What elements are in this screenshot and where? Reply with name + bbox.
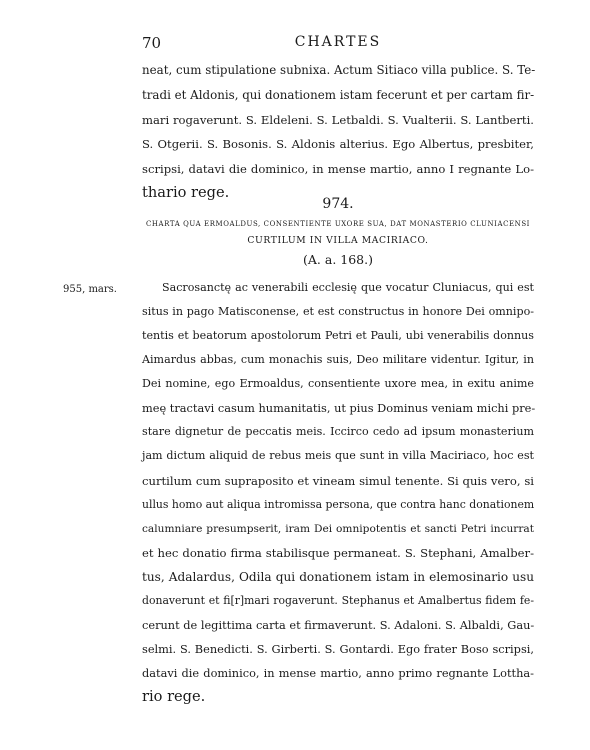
text-line: datavi die dominico, in mense martio, anno primo regnante Lottha- <box>142 666 534 680</box>
running-title: CHARTES <box>294 34 382 50</box>
text-line: mari rogaverunt. S. Eldeleni. S. Letbaldi. S. Vualterii. S. Lantberti. <box>142 113 534 127</box>
text-line: Dei nomine, ego Ermoaldus, consentiente uxore mea, in exitu anime <box>142 377 534 390</box>
charter-caption-line-1: CHARTA QUA ERMOALDUS, CONSENTIENTE UXORE SUA, DAT MONASTERIO CLUNIACENSI <box>145 220 531 228</box>
text-line: stare dignetur de peccatis meis. Iccirco cedo ad ipsum monasterium <box>142 425 534 438</box>
charter-date: (A. a. 168.) <box>303 252 373 267</box>
text-line: neat, cum stipulatione subnixa. Actum Sitiaco villa publice. S. Te- <box>142 63 536 77</box>
margin-date-note: 955, mars. <box>63 284 117 295</box>
text-line: calumniare presumpserit, iram Dei omnipotentis et sancti Petri incurrat <box>142 523 534 535</box>
text-line: Sacrosanctę ac venerabili ecclesię que vocatur Cluniacus, qui est <box>162 281 534 294</box>
text-line: tradi et Aldonis, qui donationem istam fecerunt et per cartam fir- <box>142 88 535 102</box>
text-line: tentis et beatorum apostolorum Petri et Pauli, ubi venerabilis donnus <box>142 329 534 342</box>
text-line: situs in pago Matisconense, et est constructus in honore Dei omnipo- <box>142 305 534 318</box>
text-line: tus, Adalardus, Odila qui donationem istam in elemosinario usu <box>142 570 534 584</box>
text-line: et hec donatio firma stabilisque permaneat. S. Stephani, Amalber- <box>142 546 534 560</box>
text-line: scripsi, datavi die dominico, in mense martio, anno I regnante Lo- <box>142 162 534 176</box>
text-line: rio rege. <box>142 688 206 705</box>
text-line: jam dictum aliquid de rebus meis que sunt in villa Maciriaco, hoc est <box>142 449 534 462</box>
text-line: curtilum cum supraposito et vineam simul tenente. Si quis vero, si <box>142 474 534 488</box>
page-number: 70 <box>142 34 162 52</box>
text-line: S. Otgerii. S. Bosonis. S. Aldonis alterius. Ego Albertus, presbiter, <box>142 137 534 151</box>
text-line: cerunt de legittima carta et firmaverunt. S. Adaloni. S. Albaldi, Gau- <box>142 618 535 632</box>
text-line: meę tractavi casum humanitatis, ut pius Dominus veniam michi pre- <box>142 401 536 415</box>
page-header <box>142 34 534 56</box>
text-line: selmi. S. Benedicti. S. Girberti. S. Gontardi. Ego frater Boso scripsi, <box>142 642 534 656</box>
charter-caption-line-2: CURTILUM IN VILLA MACIRIACO. <box>247 235 429 246</box>
text-line: ullus homo aut aliqua intromissa persona, que contra hanc donationem <box>142 498 535 511</box>
text-line: donaverunt et fi[r]mari rogaverunt. Stephanus et Amalbertus fidem fe- <box>142 594 534 607</box>
charter-number: 974. <box>322 196 354 212</box>
text-line: Aimardus abbas, cum monachis suis, Deo militare videntur. Igitur, in <box>142 353 534 366</box>
text-line: thario rege. <box>142 184 230 201</box>
